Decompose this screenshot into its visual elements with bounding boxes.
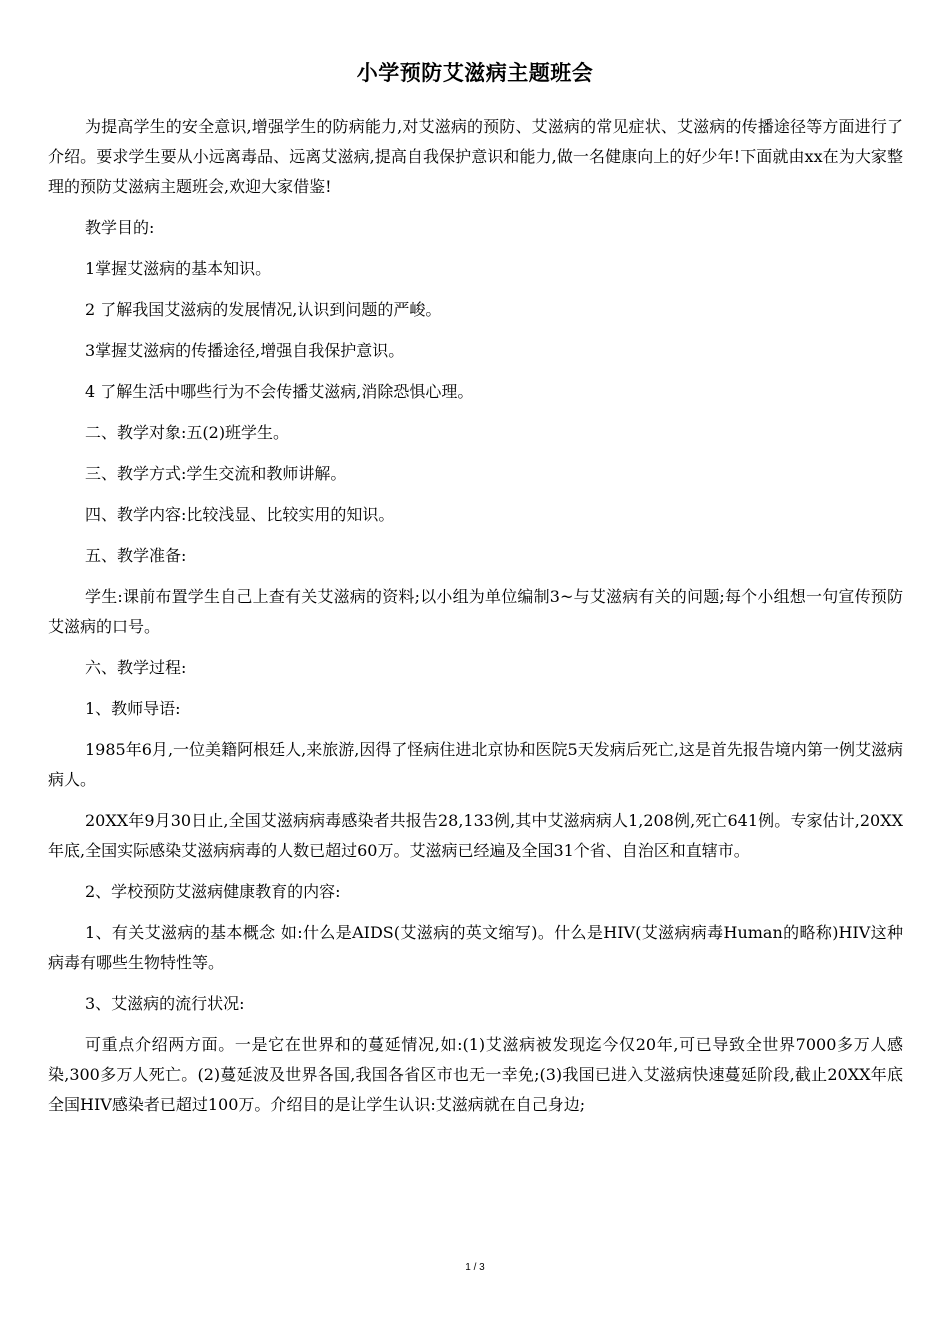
paragraph-teaching-goals-heading: 教学目的: <box>85 218 155 237</box>
paragraph-teacher-intro-heading: 1、教师导语: <box>85 699 181 718</box>
paragraph-1985-case: 1985年6月,一位美籍阿根廷人,来旅游,因得了怪病住进北京协和医院5天发病后死亡,这是首先报告境内第一例艾滋病病人。 <box>48 740 903 789</box>
paragraph-education-content-heading: 2、学校预防艾滋病健康教育的内容: <box>85 882 341 901</box>
paragraph-teaching-prep-heading: 五、教学准备: <box>85 546 187 565</box>
paragraph-statistics: 20XX年9月30日止,全国艾滋病病毒感染者共报告28,133例,其中艾滋病病人1,208例,死亡641例。专家估计,20XX年底,全国实际感染艾滋病病毒的人数已超过60万。艾滋病已经遍及全国31个省、自治区和直辖市。 <box>48 811 903 860</box>
document-title: 小学预防艾滋病主题班会 <box>356 61 594 85</box>
paragraph-teaching-content: 四、教学内容:比较浅显、比较实用的知识。 <box>85 505 395 524</box>
document-body <box>48 112 903 1131</box>
paragraph-epidemic-heading: 3、艾滋病的流行状况: <box>85 994 245 1013</box>
paragraph-student-prep: 学生:课前布置学生自己上查有关艾滋病的资料;以小组为单位编制3~与艾滋病有关的问题;每个小组想一句宣传预防艾滋病的口号。 <box>48 587 903 636</box>
paragraph-teaching-target: 二、教学对象:五(2)班学生。 <box>85 423 290 442</box>
paragraph-goal-2: 2 了解我国艾滋病的发展情况,认识到问题的严峻。 <box>85 300 442 319</box>
page-number: 1 / 3 <box>465 1262 485 1273</box>
paragraph-basic-concepts: 1、有关艾滋病的基本概念 如:什么是AIDS(艾滋病的英文缩写)。什么是HIV(艾滋病病毒Human的略称)HIV这种病毒有哪些生物特性等。 <box>48 923 903 972</box>
paragraph-goal-4: 4 了解生活中哪些行为不会传播艾滋病,消除恐惧心理。 <box>85 382 474 401</box>
paragraph-teaching-process-heading: 六、教学过程: <box>85 658 187 677</box>
paragraph-intro: 为提高学生的安全意识,增强学生的防病能力,对艾滋病的预防、艾滋病的常见症状、艾滋病的传播途径等方面进行了介绍。要求学生要从小远离毒品、远离艾滋病,提高自我保护意识和能力,做一名健康向上的好少年!下面就由xx在为大家整理的预防艾滋病主题班会,欢迎大家借鉴! <box>48 117 903 196</box>
paragraph-goal-3: 3掌握艾滋病的传播途径,增强自我保护意识。 <box>85 341 405 360</box>
paragraph-goal-1: 1掌握艾滋病的基本知识。 <box>85 259 272 278</box>
paragraph-epidemic-details: 可重点介绍两方面。一是它在世界和的蔓延情况,如:(1)艾滋病被发现迄今仅20年,可已导致全世界7000多万人感染,300多万人死亡。(2)蔓延波及世界各国,我国各省区市也无一幸免;(3)我国已进入艾滋病快速蔓延阶段,截止20XX年底全国HIV感染者已超过100万。介绍目的是让学生认识:艾滋病就在自己身边; <box>48 1035 903 1114</box>
paragraph-teaching-method: 三、教学方式:学生交流和教师讲解。 <box>85 464 347 483</box>
